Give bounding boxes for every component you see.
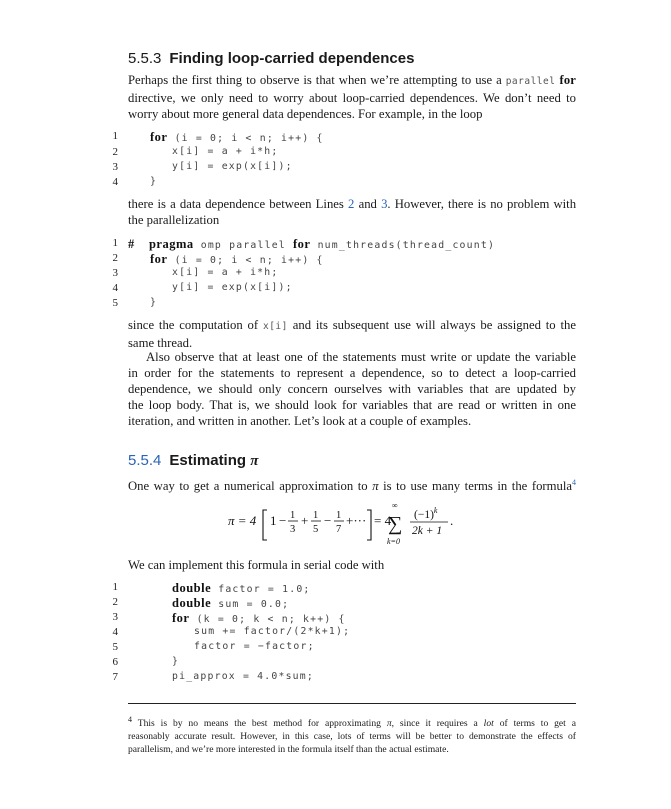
- keyword: for: [172, 611, 190, 625]
- keyword: for: [150, 252, 168, 266]
- text: iteration, and written in another. Let’s look at a couple of examples.: [128, 414, 472, 428]
- text: worry about more general data dependences. For example, in the loop: [128, 107, 483, 121]
- emphasis-lot: lot: [483, 718, 494, 730]
- code-text: (i = 0; i < n; i++) {: [167, 255, 324, 266]
- section-title: Estimating: [169, 452, 247, 469]
- text: in order for the statements to represent a dependence, so to detect a loop-carried: [128, 366, 576, 380]
- paragraph-estimating: [128, 475, 576, 494]
- line-number: 6: [112, 656, 118, 668]
- section-heading-5-5-3: [128, 50, 414, 67]
- code-line: factor = −factor;: [194, 641, 315, 652]
- text: . However, there is no problem with: [387, 197, 577, 211]
- pi-symbol: π: [386, 718, 392, 730]
- code-line: y[i] = exp(x[i]);: [172, 282, 293, 293]
- text: reasonably accurate result. However, in this case, lots of terms will be better to demonstrate the effects of: [128, 731, 576, 743]
- sum-upper-limit: ∞: [392, 501, 398, 510]
- keyword: for: [293, 237, 311, 251]
- inline-code-parallel: parallel: [505, 76, 556, 87]
- line-number: 1: [112, 130, 118, 142]
- code-text: (k = 0; k < n; k++) {: [189, 614, 346, 625]
- text: of terms to get a: [499, 718, 576, 730]
- text: Also observe that at least one of the statements must write or update the variable: [146, 350, 576, 364]
- keyword-for: for: [559, 73, 577, 87]
- code-line: }: [150, 176, 158, 187]
- text: the loop body. That is, we should look for variables that are read or written in one: [128, 398, 576, 412]
- formula-minus: −: [279, 513, 287, 528]
- text: This is by no means the best method for approximating: [137, 718, 381, 730]
- footnote-rule: [128, 703, 576, 704]
- code-line: [172, 596, 289, 611]
- footnote-number: 4: [128, 715, 132, 724]
- right-bracket: [367, 510, 371, 540]
- text: is to use many terms in the formula: [383, 479, 573, 494]
- summation-symbol: ∑: [388, 513, 403, 535]
- sum-lower-limit: k=0: [387, 537, 400, 546]
- frac-numerator: [414, 506, 438, 521]
- line-number: 4: [112, 282, 118, 294]
- line-number: 5: [112, 641, 118, 653]
- paragraph-implement: [128, 557, 576, 573]
- code-line: x[i] = a + i*h;: [172, 267, 279, 278]
- paragraph-same-thread: [128, 317, 576, 351]
- keyword: pragma: [148, 237, 194, 251]
- line-number: 2: [112, 596, 118, 608]
- line-number: 1: [112, 581, 118, 593]
- paragraph-observe: [128, 349, 576, 429]
- code-line: y[i] = exp(x[i]);: [172, 161, 293, 172]
- text: there is a data dependence between Lines: [128, 197, 344, 211]
- line-number: 3: [112, 161, 118, 173]
- code-line: sum += factor/(2*k+1);: [194, 626, 351, 637]
- code-line: [150, 252, 324, 267]
- fraction-denominator: 7: [336, 524, 342, 535]
- formula-one: 1: [270, 513, 277, 528]
- section-number: 5.5.3: [128, 50, 162, 67]
- text: and: [358, 197, 377, 211]
- frac-denominator: 2k + 1: [412, 525, 443, 537]
- code-text: omp parallel: [193, 240, 294, 251]
- paragraph-dependence: [128, 196, 576, 228]
- code-line: [172, 611, 346, 626]
- formula-ellipsis: +···: [346, 513, 367, 528]
- keyword: double: [172, 581, 212, 595]
- keyword: double: [172, 596, 212, 610]
- line-reference-link[interactable]: 2: [348, 197, 355, 211]
- text: same thread.: [128, 336, 193, 350]
- line-number: 3: [112, 267, 118, 279]
- line-number: 1: [112, 237, 118, 249]
- line-number: 4: [112, 626, 118, 638]
- text: , since it requires a: [391, 718, 478, 730]
- formula-plus: +: [301, 513, 309, 528]
- text: the parallelization: [128, 213, 220, 227]
- text: Perhaps the first thing to observe is that when we’re attempting to use a: [128, 73, 502, 87]
- line-reference-link[interactable]: 3: [381, 197, 388, 211]
- section-title: Finding loop-carried dependences: [169, 50, 415, 67]
- pi-symbol: π: [250, 453, 259, 469]
- keyword: for: [150, 130, 168, 144]
- formula-equals-four: = 4: [374, 513, 392, 528]
- section-heading-5-5-4: [128, 452, 258, 470]
- line-number: 5: [112, 297, 118, 309]
- fraction-numerator: 1: [336, 510, 342, 521]
- pi-series-formula: [220, 500, 500, 550]
- code-line: x[i] = a + i*h;: [172, 146, 279, 157]
- line-number: 2: [112, 146, 118, 158]
- line-number: 7: [112, 671, 118, 683]
- text: parallelism, and we’re more interested in the formula itself than the actual estimate.: [128, 744, 449, 756]
- code-line: [172, 581, 311, 596]
- keyword: #: [128, 237, 135, 251]
- formula-pi: π = 4: [228, 513, 257, 528]
- inline-code: x[i]: [262, 321, 288, 332]
- pi-symbol: π: [372, 479, 379, 494]
- fraction-numerator: 1: [290, 510, 296, 521]
- code-text: sum = 0.0;: [211, 599, 290, 610]
- section-number: 5.5.4: [128, 452, 162, 469]
- fraction-numerator: 1: [313, 510, 319, 521]
- text: dependence, we should only concern ourselves with variables that are updated by: [128, 382, 576, 396]
- footnote: [128, 713, 576, 756]
- text: We can implement this formula in serial code with: [128, 558, 385, 572]
- formula-period: .: [450, 513, 454, 528]
- code-line: [128, 237, 495, 252]
- text: One way to get a numerical approximation to: [128, 479, 368, 494]
- text: and its subsequent use will always be assigned to the: [292, 318, 577, 332]
- line-number: 3: [112, 611, 118, 623]
- text: since the computation of: [128, 318, 259, 332]
- formula-minus: −: [324, 513, 332, 528]
- code-line: [150, 130, 324, 145]
- code-line: }: [172, 656, 180, 667]
- paragraph-intro: [128, 72, 576, 122]
- code-line: pi_approx = 4.0*sum;: [172, 671, 314, 682]
- fraction-denominator: 5: [313, 524, 319, 535]
- frac-num-exponent: k: [433, 506, 438, 515]
- code-text: (i = 0; i < n; i++) {: [167, 133, 324, 144]
- code-text: factor = 1.0;: [211, 584, 311, 595]
- text: directive, we only need to worry about loop-carried dependences. We don’t need to: [128, 91, 576, 105]
- fraction-denominator: 3: [290, 524, 296, 535]
- left-bracket: [263, 510, 267, 540]
- code-line: }: [150, 297, 158, 308]
- frac-num-base: (−1): [414, 509, 434, 521]
- footnote-mark-link[interactable]: 4: [572, 478, 577, 487]
- code-text: num_threads(thread_count): [310, 240, 496, 251]
- line-number: 2: [112, 252, 118, 264]
- line-number: 4: [112, 176, 118, 188]
